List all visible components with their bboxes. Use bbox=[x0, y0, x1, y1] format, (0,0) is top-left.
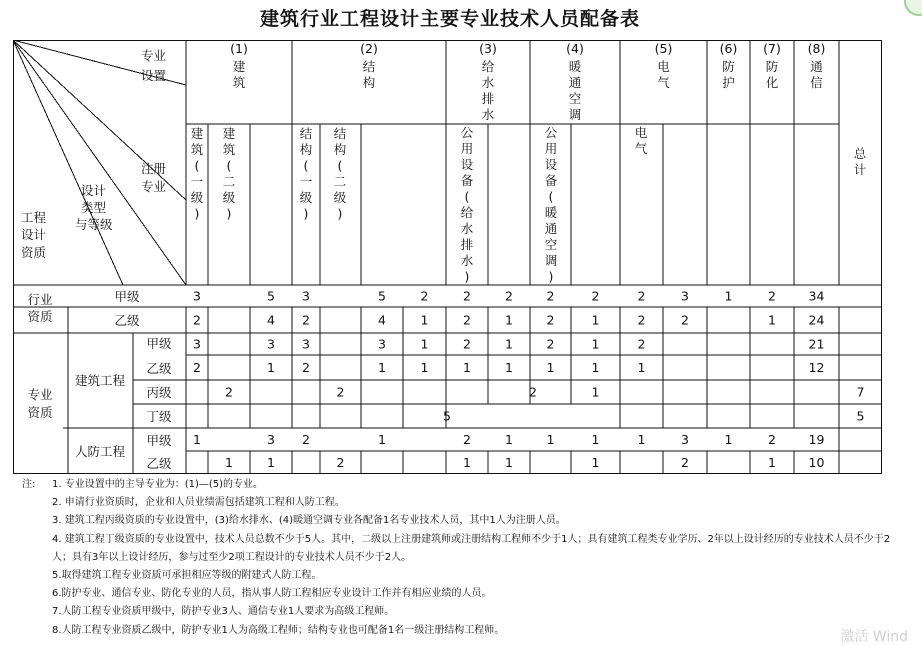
industry-yi-cell: 2 bbox=[681, 312, 689, 328]
building-jia-cell: 3 bbox=[302, 336, 310, 352]
reg-arch-2 bbox=[223, 126, 236, 221]
industry-jia-cell: 34 bbox=[808, 288, 825, 304]
building-yi-cell: 1 bbox=[420, 360, 429, 375]
building-ding-label: 丁级 bbox=[146, 409, 172, 424]
building-label: 建筑工程 bbox=[74, 373, 126, 388]
svg-text:结: 结 bbox=[362, 59, 376, 74]
industry-yi-cell: 2 bbox=[637, 312, 646, 328]
svg-text:排: 排 bbox=[460, 237, 474, 252]
svg-text:(: ( bbox=[548, 189, 554, 204]
cd-jia-cell: 1 bbox=[546, 432, 555, 447]
building-yi-cell: 1 bbox=[463, 360, 471, 375]
industry-label: 资质 bbox=[27, 309, 53, 324]
specialty-name-5 bbox=[657, 59, 670, 90]
industry-yi-cell: 24 bbox=[808, 312, 825, 328]
cd-yi-cell: 2 bbox=[336, 455, 345, 470]
svg-text:): ) bbox=[226, 206, 232, 221]
industry-yi-cell: 2 bbox=[302, 312, 310, 328]
svg-text:一: 一 bbox=[190, 174, 204, 189]
specialty-number: (6) bbox=[719, 41, 738, 56]
svg-text:): ) bbox=[548, 269, 554, 284]
svg-text:设: 设 bbox=[460, 157, 474, 172]
cd-jia-cell: 1 bbox=[637, 432, 646, 447]
svg-text:构: 构 bbox=[333, 142, 347, 157]
cd-jia-label: 甲级 bbox=[146, 433, 172, 448]
building-jia-cell: 1 bbox=[420, 336, 429, 352]
note-4 bbox=[20, 531, 900, 567]
building-yi-cell: 2 bbox=[302, 360, 310, 375]
svg-text:通: 通 bbox=[810, 59, 823, 74]
cd-yi-cell: 10 bbox=[808, 455, 825, 470]
svg-text:(: ( bbox=[337, 158, 343, 173]
cd-jia-cell: 2 bbox=[302, 432, 310, 447]
svg-text:(: ( bbox=[194, 158, 200, 173]
building-bing-cell: 2 bbox=[529, 384, 537, 400]
svg-text:调: 调 bbox=[544, 253, 558, 268]
svg-text:(: ( bbox=[303, 158, 309, 173]
industry-yi-cell: 1 bbox=[505, 312, 513, 328]
reg-water bbox=[461, 125, 474, 284]
svg-text:水: 水 bbox=[481, 107, 495, 122]
industry-yi-cell: 2 bbox=[546, 312, 555, 328]
staffing-table bbox=[13, 40, 882, 474]
industry-jia-cell: 5 bbox=[378, 288, 386, 304]
note-text: 1. 专业设置中的主导专业为：(1)—(5)的专业。 bbox=[52, 479, 264, 490]
svg-text:结: 结 bbox=[299, 126, 313, 141]
note-2 bbox=[20, 494, 900, 512]
svg-text:构: 构 bbox=[362, 75, 376, 90]
svg-text:排: 排 bbox=[481, 91, 495, 106]
industry-yi-cell: 1 bbox=[420, 312, 429, 328]
svg-text:气: 气 bbox=[657, 75, 670, 90]
industry-yi-cell: 4 bbox=[267, 312, 275, 328]
industry-jia-cell: 1 bbox=[724, 288, 733, 304]
svg-text:暖: 暖 bbox=[544, 205, 558, 220]
industry-yi-label: 乙级 bbox=[114, 313, 140, 328]
specialty-number: (4) bbox=[566, 41, 584, 56]
svg-text:备: 备 bbox=[460, 173, 474, 188]
svg-text:筑: 筑 bbox=[232, 75, 246, 90]
svg-text:化: 化 bbox=[765, 75, 779, 90]
qualification-label: 设计 bbox=[21, 227, 47, 242]
svg-text:暖: 暖 bbox=[568, 59, 582, 74]
svg-text:): ) bbox=[464, 269, 470, 284]
svg-text:级: 级 bbox=[190, 190, 204, 205]
svg-text:): ) bbox=[303, 206, 309, 221]
cd-jia-cell: 3 bbox=[681, 432, 689, 447]
qualification-label: 资质 bbox=[21, 245, 47, 260]
cd-yi-cell: 1 bbox=[505, 455, 513, 470]
industry-yi-cell: 2 bbox=[193, 312, 201, 328]
notes-label: 注: bbox=[22, 479, 36, 490]
svg-text:): ) bbox=[337, 206, 343, 221]
specialty-name-3 bbox=[482, 59, 495, 122]
building-ding-total: 5 bbox=[856, 408, 865, 424]
building-yi-cell: 2 bbox=[193, 360, 201, 375]
registered-specialty-label: 专业 bbox=[141, 179, 167, 194]
cd-yi-cell: 1 bbox=[225, 455, 233, 470]
industry-jia-cell: 3 bbox=[302, 288, 310, 304]
industry-jia-cell: 5 bbox=[267, 288, 275, 304]
svg-text:总: 总 bbox=[853, 146, 867, 161]
svg-text:计: 计 bbox=[853, 162, 867, 177]
cd-jia-cell: 2 bbox=[463, 432, 471, 447]
registered-specialty-label: 注册 bbox=[141, 161, 167, 176]
design-type-label: 设计 bbox=[81, 183, 107, 198]
svg-text:级: 级 bbox=[333, 190, 347, 205]
building-yi-cell: 1 bbox=[378, 360, 386, 375]
reg-struct-1 bbox=[300, 126, 313, 221]
svg-text:通: 通 bbox=[544, 221, 558, 236]
svg-text:(: ( bbox=[226, 158, 232, 173]
building-jia-cell: 3 bbox=[267, 336, 275, 352]
building-yi-cell: 1 bbox=[505, 360, 513, 375]
industry-yi-cell: 2 bbox=[463, 312, 471, 328]
svg-text:设: 设 bbox=[544, 157, 558, 172]
industry-jia-cell: 2 bbox=[505, 288, 513, 304]
svg-text:空: 空 bbox=[544, 237, 558, 252]
building-jia-cell: 2 bbox=[546, 336, 555, 352]
note-text: 7.人防工程专业资质甲级中，防护专业3人、通信专业1人要求为高级工程师。 bbox=[52, 606, 395, 618]
specialty-number: (8) bbox=[807, 41, 826, 56]
professional-label: 资质 bbox=[27, 405, 53, 420]
building-bing-cell: 1 bbox=[591, 384, 600, 400]
building-jia-cell: 21 bbox=[808, 336, 825, 352]
cd-jia-cell: 2 bbox=[768, 432, 776, 447]
design-type-label: 与等级 bbox=[75, 217, 113, 232]
specialty-name-7 bbox=[766, 59, 779, 90]
building-jia-cell: 3 bbox=[193, 336, 201, 352]
svg-text:信: 信 bbox=[810, 75, 823, 90]
svg-text:水: 水 bbox=[460, 221, 474, 236]
cd-jia-cell: 19 bbox=[808, 432, 825, 447]
cd-jia-cell: 1 bbox=[193, 432, 201, 447]
industry-yi-cell: 1 bbox=[768, 312, 776, 328]
svg-text:二: 二 bbox=[222, 174, 236, 189]
industry-label: 行业 bbox=[27, 292, 53, 307]
activation-watermark: 激活 Wind bbox=[840, 629, 908, 645]
building-bing-label: 丙级 bbox=[146, 385, 172, 400]
building-jia-cell: 1 bbox=[505, 336, 513, 352]
note-text: 4. 建筑工程丁级资质的专业设置中，技术人员总数不少于5人。其中，二级以上注册建筑师或注册结构工程师不少于1人；具有建筑工程类专业学历、2年以上设计经历的专业技术人员不少于2人；具有3年以上设计经历，参与过至少2项工程设计的专业技术人员不少于2人。 bbox=[52, 533, 891, 563]
cd-yi-label: 乙级 bbox=[146, 456, 172, 471]
svg-text:气: 气 bbox=[634, 141, 648, 156]
svg-text:级: 级 bbox=[222, 190, 236, 205]
svg-text:用: 用 bbox=[460, 141, 474, 156]
building-jia-cell: 2 bbox=[463, 336, 471, 352]
note-6 bbox=[20, 585, 900, 603]
svg-text:建: 建 bbox=[190, 126, 204, 141]
building-bing-total: 7 bbox=[856, 384, 865, 400]
svg-text:水: 水 bbox=[460, 253, 474, 268]
svg-text:给: 给 bbox=[460, 205, 474, 220]
specialty-setting-label: 设置 bbox=[141, 68, 167, 83]
cd-jia-cell: 1 bbox=[378, 432, 386, 447]
logo-badge-icon bbox=[904, 0, 922, 16]
industry-jia-cell: 2 bbox=[420, 288, 429, 304]
building-bing-cell: 2 bbox=[336, 384, 345, 400]
reg-elec bbox=[635, 125, 648, 156]
total-label bbox=[854, 146, 867, 177]
building-yi-cell: 1 bbox=[267, 360, 275, 375]
svg-text:电: 电 bbox=[634, 125, 648, 140]
svg-text:通: 通 bbox=[568, 75, 582, 90]
specialty-number: (1) bbox=[230, 41, 248, 56]
industry-jia-cell: 3 bbox=[193, 288, 201, 304]
building-bing-cell: 2 bbox=[225, 384, 233, 400]
industry-jia-cell: 2 bbox=[637, 288, 646, 304]
qualification-label: 工程 bbox=[21, 210, 47, 225]
svg-text:空: 空 bbox=[568, 91, 582, 106]
building-ding-merged-cell: 5 bbox=[443, 408, 451, 424]
building-yi-cell: 1 bbox=[637, 360, 646, 375]
building-yi-cell: 12 bbox=[808, 360, 825, 375]
cd-jia-cell: 1 bbox=[591, 432, 600, 447]
corner-diagonal bbox=[13, 40, 186, 200]
civil-defense-label: 人防工程 bbox=[74, 444, 126, 459]
specialty-name-1 bbox=[233, 59, 246, 90]
industry-yi-cell: 4 bbox=[378, 312, 386, 328]
note-8 bbox=[20, 622, 900, 640]
svg-text:防: 防 bbox=[722, 59, 735, 74]
note-7 bbox=[20, 603, 900, 621]
svg-text:护: 护 bbox=[722, 75, 735, 90]
reg-hvac bbox=[545, 125, 558, 284]
building-jia-cell: 3 bbox=[378, 336, 386, 352]
building-jia-cell: 2 bbox=[637, 336, 646, 352]
specialty-number: (3) bbox=[479, 41, 497, 56]
svg-text:公: 公 bbox=[544, 125, 558, 140]
svg-text:一: 一 bbox=[299, 174, 313, 189]
svg-text:电: 电 bbox=[657, 59, 670, 74]
svg-text:公: 公 bbox=[460, 125, 474, 140]
building-jia-cell: 1 bbox=[591, 336, 600, 352]
page-title: 建筑行业工程设计主要专业技术人员配备表 bbox=[259, 8, 640, 30]
specialty-name-8 bbox=[810, 59, 823, 90]
svg-text:用: 用 bbox=[544, 141, 558, 156]
industry-jia-cell: 2 bbox=[546, 288, 555, 304]
svg-text:建: 建 bbox=[222, 126, 236, 141]
svg-text:防: 防 bbox=[765, 59, 779, 74]
industry-jia-cell: 3 bbox=[681, 288, 689, 304]
svg-text:备: 备 bbox=[544, 173, 558, 188]
cd-yi-cell: 1 bbox=[463, 455, 471, 470]
svg-text:(: ( bbox=[464, 189, 470, 204]
note-text: 8.人防工程专业资质乙级中，防护专业1人为高级工程师；结构专业也可配备1名一级注册结构工程师。 bbox=[52, 624, 505, 636]
industry-jia-label: 甲级 bbox=[114, 289, 140, 304]
industry-jia-cell: 2 bbox=[591, 288, 600, 304]
note-1 bbox=[20, 476, 900, 494]
svg-text:级: 级 bbox=[299, 190, 313, 205]
building-jia-label: 甲级 bbox=[146, 336, 172, 351]
note-text: 2. 申请行业资质时，企业和人员业绩需包括建筑工程和人防工程。 bbox=[52, 497, 345, 509]
specialty-name-4 bbox=[569, 59, 582, 122]
cd-jia-cell: 1 bbox=[505, 432, 513, 447]
notes-section bbox=[20, 476, 900, 640]
note-text: 6.防护专业、通信专业、防化专业的人员，指从事人防工程相应专业设计工作并有相应业绩的人员。 bbox=[52, 588, 492, 600]
svg-text:二: 二 bbox=[333, 174, 347, 189]
cd-yi-cell: 1 bbox=[267, 455, 275, 470]
cd-jia-cell: 3 bbox=[267, 432, 275, 447]
specialty-setting-label: 专业 bbox=[141, 48, 167, 63]
building-yi-label: 乙级 bbox=[146, 361, 172, 376]
note-text: 3. 建筑工程丙级资质的专业设置中，(3)给水排水、(4)暖通空调专业各配备1名专业技术人员，其中1人为注册人员。 bbox=[52, 515, 566, 527]
note-text: 5.取得建筑工程专业资质可承担相应等级的附建式人防工程。 bbox=[52, 570, 322, 582]
industry-jia-cell: 2 bbox=[768, 288, 776, 304]
industry-jia-cell: 2 bbox=[463, 288, 471, 304]
specialty-name-2 bbox=[363, 59, 376, 90]
svg-text:): ) bbox=[194, 206, 200, 221]
cd-yi-cell: 2 bbox=[681, 455, 689, 470]
reg-arch-1 bbox=[191, 126, 204, 221]
reg-struct-2 bbox=[334, 126, 347, 221]
specialty-number: (2) bbox=[360, 41, 378, 56]
svg-text:水: 水 bbox=[481, 75, 495, 90]
specialty-name-6 bbox=[722, 59, 735, 90]
specialty-number: (5) bbox=[654, 41, 673, 56]
svg-text:构: 构 bbox=[299, 142, 313, 157]
svg-text:结: 结 bbox=[333, 126, 347, 141]
svg-text:筑: 筑 bbox=[190, 142, 204, 157]
note-5 bbox=[20, 567, 900, 585]
building-yi-cell: 1 bbox=[546, 360, 555, 375]
building-yi-cell: 1 bbox=[591, 360, 600, 375]
note-3 bbox=[20, 512, 900, 530]
svg-text:给: 给 bbox=[481, 59, 495, 74]
cd-yi-cell: 1 bbox=[591, 455, 600, 470]
cd-jia-cell: 1 bbox=[724, 432, 733, 447]
svg-text:筑: 筑 bbox=[222, 142, 236, 157]
svg-text:建: 建 bbox=[232, 59, 246, 74]
specialty-number: (7) bbox=[763, 41, 781, 56]
svg-text:调: 调 bbox=[568, 107, 582, 122]
cd-yi-cell: 1 bbox=[768, 455, 776, 470]
professional-label: 专业 bbox=[27, 387, 53, 402]
industry-yi-cell: 1 bbox=[591, 312, 600, 328]
design-type-label: 类型 bbox=[81, 200, 107, 215]
